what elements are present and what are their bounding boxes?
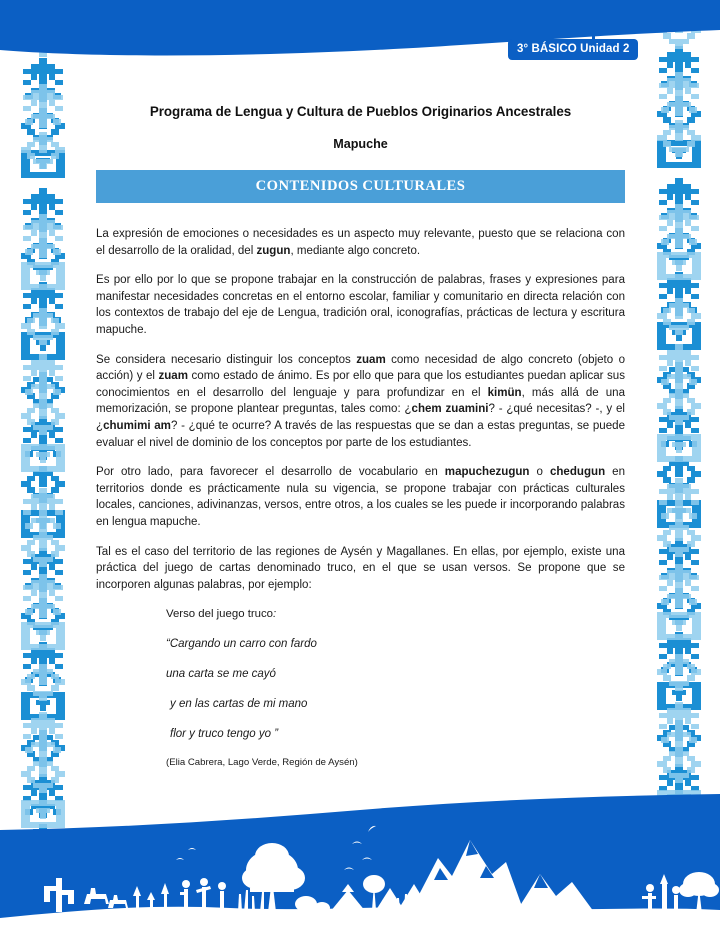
p1-text-a: La expresión de emociones o necesidades es un aspecto muy relevante, puesto que se relaciona con el desarrollo de la oralidad, del — [96, 228, 625, 257]
paragraph-4 — [96, 464, 625, 530]
p3-text-c: como necesidad de algo concreto (objeto o acción) y el — [96, 353, 625, 383]
p4-text-e: en territorios donde es prácticamente nula su vigencia, se propone trabajar con prácticas culturales locales, canciones, adivinanzas, versos, entre otros, a los cuales se les puede ir incorporando palabras en lengua mapuche. — [96, 466, 625, 528]
p1-text-c: , mediante algo concreto. — [290, 244, 421, 257]
page-title: Programa de Lengua y Cultura de Pueblos Originarios Ancestrales — [149, 104, 572, 119]
term-mapuchezugun: mapuchezugun — [444, 466, 530, 479]
term-chem-zuamini: chem zuamini — [411, 403, 489, 416]
p3-text-a: Se considera necesario distinguir los conceptos — [96, 353, 357, 366]
p3-text-k: ? - ¿qué te ocurre? A través de las respuestas que se dan a estas preguntas, se puede evaluar el nivel de dominio de los conceptos por parte de los estudiantes. — [96, 419, 625, 449]
verse-block — [96, 606, 625, 770]
p4-text-c: o — [529, 466, 550, 479]
p3-text-i: ? - ¿qué necesitas? -, y el ¿ — [96, 403, 625, 432]
term-zuam-2: zuam — [158, 370, 188, 383]
verse-intro-label: Verso del juego truco — [166, 608, 274, 621]
verse-line-3: y en las cartas de mi mano — [170, 698, 308, 711]
page-subtitle: Mapuche — [333, 137, 388, 151]
p4-text-a: Por otro lado, para favorecer el desarrollo de vocabulario en — [96, 466, 445, 479]
term-zuam-1: zuam — [356, 353, 386, 366]
content-column — [96, 104, 625, 770]
p3-text-e: como estado de ánimo. Es por ello que para que los estudiantes puedan aplicar sus conocimientos en el desarrollo del lenguaje y para profundizar en el — [96, 370, 625, 399]
term-kimun: kimün — [487, 386, 522, 399]
p3-text-g: , más allá de una memorización, se propone plantear preguntas, tales como: ¿ — [96, 386, 625, 416]
unit-badge: 3° BÁSICO Unidad 2 — [508, 39, 638, 60]
verse-line-1: “Cargando un carro con fardo — [166, 638, 317, 651]
paragraph-3 — [96, 352, 625, 452]
term-chumimi-am: chumimi am — [103, 419, 171, 432]
term-chedugun: chedugun — [549, 466, 606, 479]
verse-intro — [166, 606, 625, 622]
verse-line-2: una carta se me cayó — [166, 668, 276, 681]
verse-line-4: flor y truco tengo yo ” — [170, 728, 279, 741]
paragraph-2: Es por ello por lo que se propone trabajar en la construcción de palabras, frases y expresiones para manifestar necesidades concretas en el entorno escolar, familiar y comunitario en directa relación con los contextos de trabajo del eje de Lengua, tradición oral, iconografías, prácticas de lectura y escritura mapuche. — [96, 274, 625, 336]
section-banner: CONTENIDOS CULTURALES — [96, 170, 625, 203]
paragraph-1 — [96, 226, 625, 259]
term-zugun: zugun — [256, 244, 291, 257]
paragraph-5: Tal es el caso del territorio de las regiones de Aysén y Magallanes. En ellas, por ejemplo, existe una práctica del juego de cartas denominado truco, en el que se usan versos. Se propone que se incorporen algunas palabras, por ejemplo: — [96, 545, 625, 591]
verse-intro-colon: : — [273, 608, 277, 621]
verse-credit: (Elia Cabrera, Lago Verde, Región de Aysén) — [166, 757, 358, 769]
footer-illustration — [0, 792, 720, 932]
